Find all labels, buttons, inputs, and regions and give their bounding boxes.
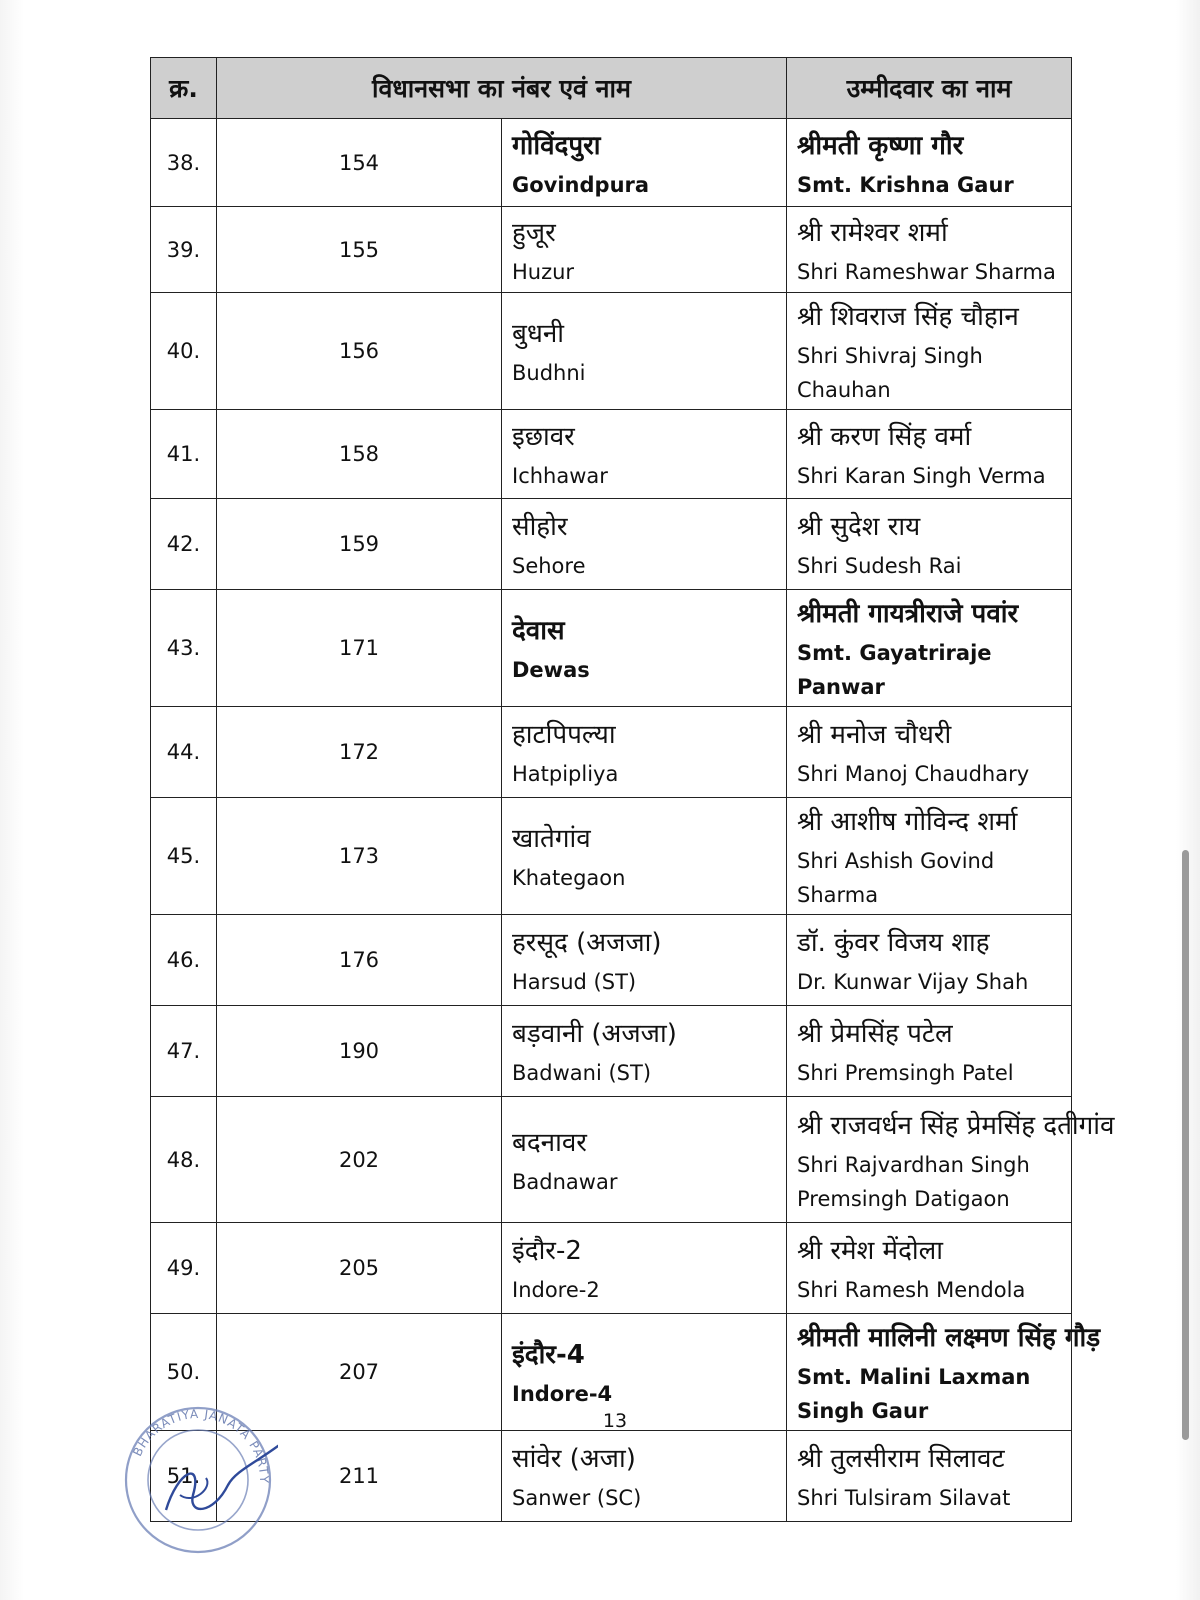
- constituency-cell: [502, 207, 787, 293]
- candidate-name-english: Smt. Malini Laxman Singh Gaur: [797, 1365, 1031, 1423]
- constituency-number: 211: [217, 1431, 502, 1522]
- table-row: [151, 915, 1072, 1006]
- constituency-name-english: Ichhawar: [512, 464, 608, 488]
- constituency-name-hindi: बदनावर: [512, 1127, 587, 1158]
- candidate-name-hindi: श्री रमेश मेंदोला: [797, 1236, 943, 1266]
- constituency-number: 158: [217, 410, 502, 499]
- candidate-table: [150, 57, 1115, 1522]
- candidate-name-english: Shri Sudesh Rai: [797, 554, 962, 578]
- candidate-name-hindi: डॉ. कुंवर विजय शाह: [797, 928, 990, 958]
- serial-cell: 42.: [151, 499, 217, 590]
- candidate-name-english: Dr. Kunwar Vijay Shah: [797, 970, 1029, 994]
- candidate-name-english: Shri Rameshwar Sharma: [797, 259, 1056, 284]
- candidate-cell: [787, 499, 1072, 590]
- constituency-name-hindi: बुधनी: [512, 319, 565, 349]
- header-candidate: उम्मीदवार का नाम: [787, 58, 1072, 119]
- candidate-name-hindi: श्री प्रेमसिंह पटेल: [797, 1019, 953, 1049]
- constituency-number: 156: [217, 293, 502, 410]
- table-row: [151, 798, 1072, 915]
- table-row: [151, 410, 1072, 499]
- constituency-name-english: Budhni: [512, 361, 586, 385]
- constituency-cell: [502, 798, 787, 915]
- candidate-cell: [787, 410, 1072, 499]
- constituency-name-english: Sanwer (SC): [512, 1486, 642, 1510]
- constituency-name-hindi: इछावर: [512, 422, 575, 452]
- candidate-name-hindi: श्री रामेश्वर शर्मा: [797, 217, 948, 248]
- constituency-name-english: Govindpura: [512, 172, 650, 197]
- candidate-name-hindi: श्री सुदेश राय: [797, 512, 921, 542]
- serial-cell: 50.: [151, 1314, 217, 1431]
- candidate-cell: [787, 1097, 1115, 1223]
- serial-cell: 39.: [151, 207, 217, 293]
- constituency-cell: [502, 707, 787, 798]
- constituency-name-english: Indore-2: [512, 1278, 600, 1302]
- constituency-name-hindi: सीहोर: [512, 512, 568, 542]
- candidate-name-hindi: श्री आशीष गोविन्द शर्मा: [797, 807, 1018, 837]
- serial-cell: 43.: [151, 590, 217, 707]
- table-row: [151, 1223, 1072, 1314]
- constituency-number: 202: [217, 1097, 502, 1223]
- constituency-name-hindi: हाटपिपल्या: [512, 720, 616, 750]
- candidate-name-hindi: श्रीमती कृष्णा गौर: [797, 130, 964, 161]
- serial-cell: 51.: [151, 1431, 217, 1522]
- header-serial: क्र.: [151, 58, 217, 119]
- candidate-cell: [787, 590, 1072, 707]
- candidate-name-hindi: श्री राजवर्धन सिंह प्रेमसिंह दतीगांव: [797, 1110, 1115, 1141]
- constituency-number: 155: [217, 207, 502, 293]
- candidate-name-hindi: श्री मनोज चौधरी: [797, 720, 952, 750]
- candidate-name-english: Shri Rajvardhan Singh Premsingh Datigaon: [797, 1152, 1030, 1211]
- table-row: [151, 293, 1072, 410]
- serial-cell: 41.: [151, 410, 217, 499]
- table-row: [151, 1006, 1072, 1097]
- party-seal-stamp: [118, 1400, 278, 1560]
- constituency-cell: [502, 590, 787, 707]
- candidate-cell: [787, 1223, 1072, 1314]
- serial-cell: 44.: [151, 707, 217, 798]
- seal-text: BHARATIYA JANATA PARTY: [130, 1406, 272, 1484]
- constituency-number: 173: [217, 798, 502, 915]
- candidate-cell: [787, 707, 1072, 798]
- candidate-cell: [787, 119, 1072, 207]
- table-header-row: [151, 58, 1072, 119]
- candidate-name-english: Shri Karan Singh Verma: [797, 464, 1046, 488]
- candidate-name-english: Shri Ashish Govind Sharma: [797, 849, 995, 907]
- candidate-cell: [787, 915, 1072, 1006]
- candidate-name-english: Shri Manoj Chaudhary: [797, 762, 1030, 786]
- constituency-name-english: Dewas: [512, 658, 590, 682]
- constituency-name-hindi: हरसूद (अजजा): [512, 928, 662, 958]
- constituency-number: 154: [217, 119, 502, 207]
- constituency-name-hindi: इंदौर-2: [512, 1236, 582, 1266]
- table-row: [151, 119, 1072, 207]
- constituency-name-english: Indore-4: [512, 1382, 613, 1406]
- constituency-cell: [502, 293, 787, 410]
- serial-cell: 45.: [151, 798, 217, 915]
- constituency-name-english: Sehore: [512, 554, 586, 578]
- serial-cell: 40.: [151, 293, 217, 410]
- candidate-name-english: Shri Shivraj Singh Chauhan: [797, 344, 983, 402]
- constituency-number: 205: [217, 1223, 502, 1314]
- candidate-name-english: Shri Premsingh Patel: [797, 1061, 1014, 1085]
- table-row: [151, 1431, 1072, 1522]
- svg-text:BHARATIYA JANATA PARTY: [130, 1407, 271, 1484]
- constituency-cell: [502, 410, 787, 499]
- candidate-name-hindi: श्री तुलसीराम सिलावट: [797, 1444, 1005, 1474]
- table-row: [151, 499, 1072, 590]
- candidate-cell: [787, 1006, 1072, 1097]
- table-row: [151, 1097, 1072, 1223]
- constituency-name-hindi: गोविंदपुरा: [512, 130, 601, 161]
- constituency-cell: [502, 1431, 787, 1522]
- constituency-name-hindi: बड़वानी (अजजा): [512, 1019, 677, 1049]
- constituency-cell: [502, 1006, 787, 1097]
- candidate-name-english: Smt. Krishna Gaur: [797, 172, 1014, 197]
- constituency-cell: [502, 1223, 787, 1314]
- table-body: [151, 119, 1115, 1522]
- constituency-cell: [502, 119, 787, 207]
- table-row: [151, 707, 1072, 798]
- table-row: [151, 590, 1072, 707]
- candidate-name-hindi: श्रीमती मालिनी लक्ष्मण सिंह गौड़: [797, 1323, 1101, 1353]
- constituency-name-english: Badnawar: [512, 1169, 618, 1194]
- header-constituency: विधानसभा का नंबर एवं नाम: [217, 58, 787, 119]
- constituency-cell: [502, 499, 787, 590]
- table-row: [151, 207, 1072, 293]
- constituency-name-english: Khategaon: [512, 866, 626, 890]
- constituency-number: 207: [217, 1314, 502, 1431]
- constituency-name-hindi: खातेगांव: [512, 824, 591, 854]
- constituency-name-english: Harsud (ST): [512, 970, 637, 994]
- constituency-number: 159: [217, 499, 502, 590]
- constituency-number: 171: [217, 590, 502, 707]
- candidate-name-hindi: श्रीमती गायत्रीराजे पवांर: [797, 599, 1019, 629]
- serial-cell: 48.: [151, 1097, 217, 1223]
- constituency-cell: [502, 1097, 787, 1223]
- candidate-cell: [787, 207, 1072, 293]
- candidate-cell: [787, 1431, 1072, 1522]
- vertical-scrollbar[interactable]: [1182, 850, 1189, 1440]
- candidate-name-english: Shri Ramesh Mendola: [797, 1278, 1026, 1302]
- page-number: 13: [602, 1410, 628, 1432]
- candidate-name-english: Smt. Gayatriraje Panwar: [797, 641, 992, 699]
- constituency-number: 190: [217, 1006, 502, 1097]
- candidate-name-hindi: श्री करण सिंह वर्मा: [797, 422, 972, 452]
- constituency-name-hindi: हुजूर: [512, 217, 556, 248]
- serial-cell: 49.: [151, 1223, 217, 1314]
- constituency-number: 176: [217, 915, 502, 1006]
- candidate-name-english: Shri Tulsiram Silavat: [797, 1486, 1011, 1510]
- serial-cell: 46.: [151, 915, 217, 1006]
- constituency-name-hindi: सांवेर (अजा): [512, 1444, 636, 1474]
- candidate-cell: [787, 293, 1072, 410]
- constituency-name-hindi: देवास: [512, 616, 565, 646]
- constituency-name-english: Hatpipliya: [512, 762, 619, 786]
- constituency-name-english: Huzur: [512, 259, 575, 284]
- constituency-name-hindi: इंदौर-4: [512, 1340, 585, 1370]
- serial-cell: 38.: [151, 119, 217, 207]
- candidate-cell: [787, 798, 1072, 915]
- serial-cell: 47.: [151, 1006, 217, 1097]
- constituency-number: 172: [217, 707, 502, 798]
- candidate-name-hindi: श्री शिवराज सिंह चौहान: [797, 302, 1019, 332]
- constituency-cell: [502, 915, 787, 1006]
- constituency-name-english: Badwani (ST): [512, 1061, 652, 1085]
